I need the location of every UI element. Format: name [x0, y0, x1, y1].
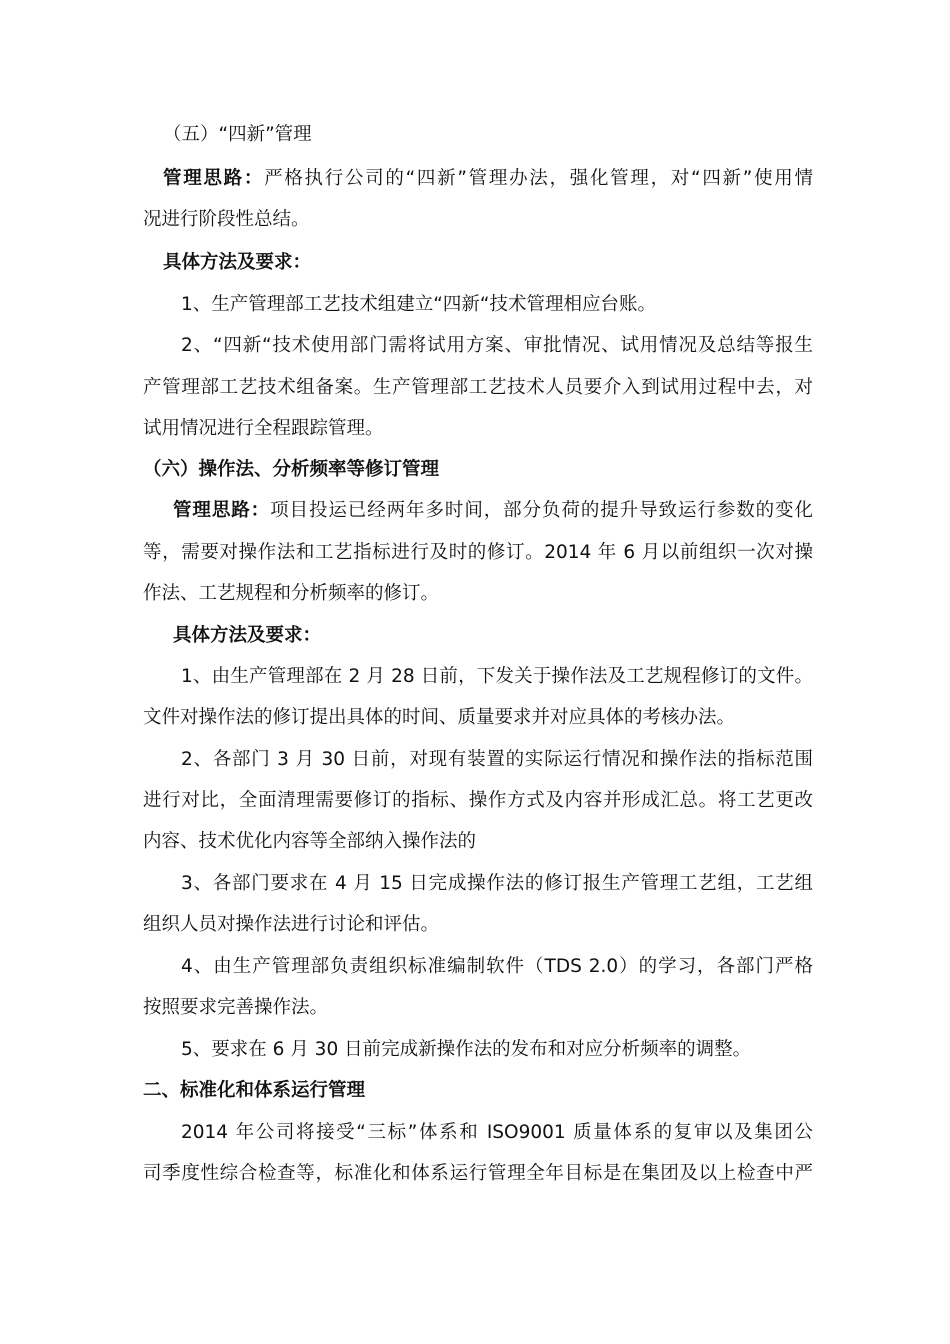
part-2-paragraph-line-2: 司季度性综合检查等，标准化和体系运行管理全年目标是在集团及以上检查中严 — [143, 1163, 813, 1184]
section-6-idea-line-1 — [173, 498, 813, 524]
section-6-idea-line-3: 作法、工艺规程和分析频率的修订。 — [143, 583, 440, 604]
section-6-item-4-line-2: 按照要求完善操作法。 — [143, 997, 329, 1018]
section-6-heading: （六）操作法、分析频率等修订管理 — [143, 459, 440, 480]
section-6-idea-label: 管理思路： — [173, 500, 271, 521]
section-6-idea-line-2: 等，需要对操作法和工艺指标进行及时的修订。2014 年 6 月以前组织一次对操 — [143, 542, 813, 563]
section-5-item-1: 1、生产管理部工艺技术组建立“四新“技术管理相应台账。 — [181, 294, 656, 315]
section-5-item-2-line-2: 产管理部工艺技术组备案。生产管理部工艺技术人员要介入到试用过程中去，对 — [143, 377, 813, 398]
section-5-item-2-line-1: 2、“四新“技术使用部门需将试用方案、审批情况、试用情况及总结等报生 — [181, 335, 813, 356]
section-5-idea-label: 管理思路： — [163, 168, 265, 189]
section-6-item-2-line-3: 内容、技术优化内容等全部纳入操作法的 — [143, 831, 477, 852]
section-5-idea-text-1: 严格执行公司的“四新”管理办法，强化管理，对“四新”使用情 — [264, 168, 813, 189]
section-5-idea-line-2: 况进行阶段性总结。 — [143, 209, 310, 230]
section-6-item-1-line-2: 文件对操作法的修订提出具体的时间、质量要求并对应具体的考核办法。 — [143, 707, 736, 728]
section-6-item-4-line-1: 4、由生产管理部负责组织标准编制软件（TDS 2.0）的学习，各部门严格 — [181, 956, 813, 977]
part-2-heading: 二、标准化和体系运行管理 — [143, 1080, 366, 1101]
section-5-idea-line-1 — [163, 166, 813, 192]
section-6-item-3-line-2: 组织人员对操作法进行讨论和评估。 — [143, 914, 440, 935]
section-6-item-5: 5、要求在 6 月 30 日前完成新操作法的发布和对应分析频率的调整。 — [181, 1039, 752, 1060]
section-6-item-2-line-2: 进行对比，全面清理需要修订的指标、操作方式及内容并形成汇总。将工艺更改 — [143, 790, 813, 811]
section-6-idea-text-1: 项目投运已经两年多时间，部分负荷的提升导致运行参数的变化 — [270, 500, 813, 521]
section-6-item-1-line-1: 1、由生产管理部在 2 月 28 日前，下发关于操作法及工艺规程修订的文件。 — [181, 666, 813, 687]
section-6-item-3-line-1: 3、各部门要求在 4 月 15 日完成操作法的修订报生产管理工艺组，工艺组 — [181, 873, 813, 894]
part-2-paragraph-line-1: 2014 年公司将接受“三标”体系和 ISO9001 质量体系的复审以及集团公 — [181, 1122, 813, 1143]
section-6-item-2-line-1: 2、各部门 3 月 30 日前，对现有装置的实际运行情况和操作法的指标范围 — [181, 749, 813, 770]
section-6-requirements-label: 具体方法及要求： — [173, 625, 322, 646]
section-5-item-2-line-3: 试用情况进行全程跟踪管理。 — [143, 418, 384, 439]
section-5-requirements-label: 具体方法及要求： — [163, 252, 312, 273]
section-5-heading: （五）“四新”管理 — [163, 124, 312, 145]
